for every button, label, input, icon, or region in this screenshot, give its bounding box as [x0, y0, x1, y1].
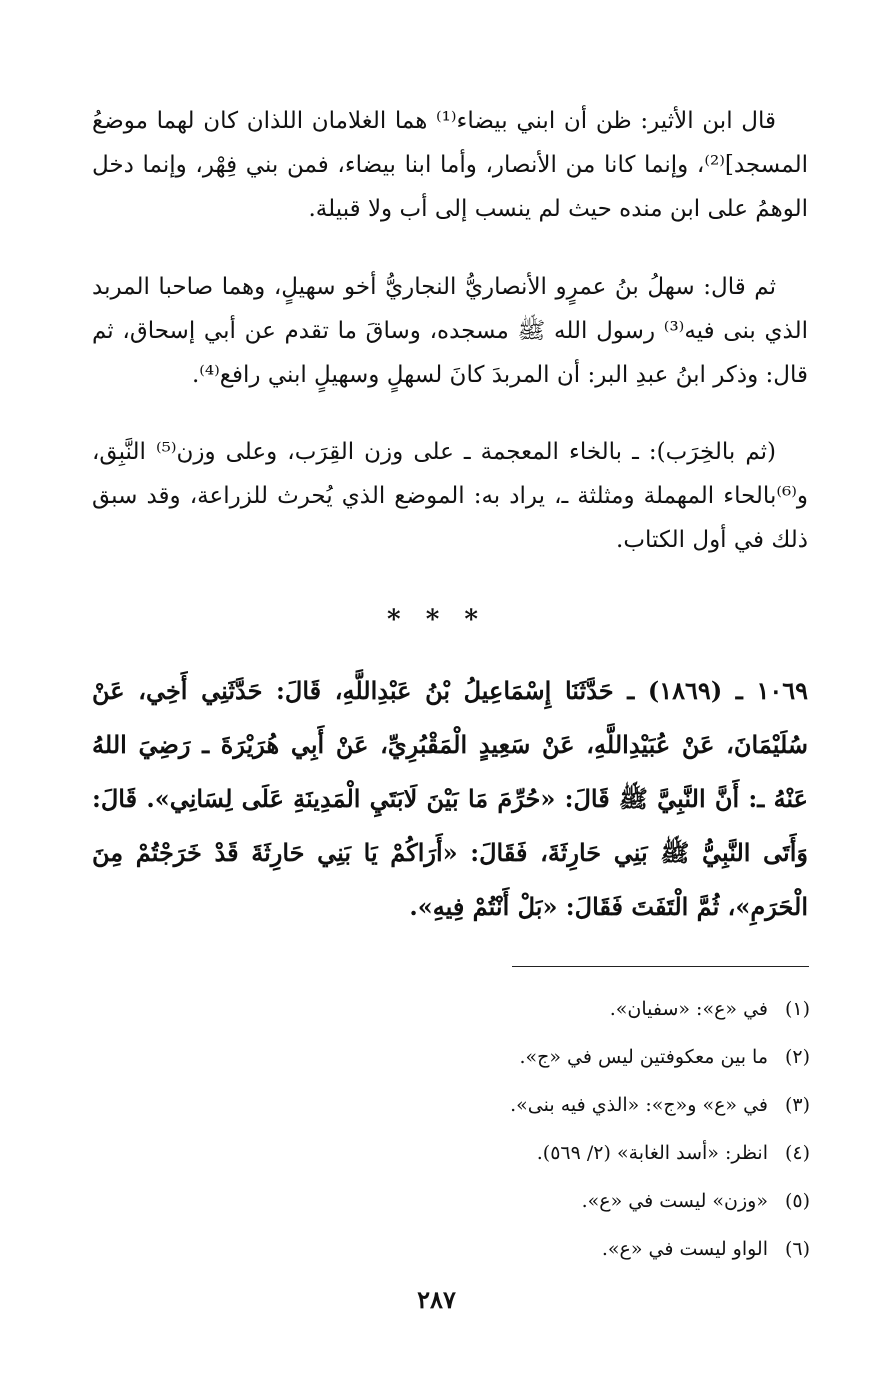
- paragraph-text: قال ابن الأثير: ظن أن ابني بيضاء⁽¹⁾ هما الغلامان اللذان كان لهما موضعُ المسجد]⁽²⁾، وإنما كانا من الأنصار، وأما ابنا بيضاء، فمن بني فِهْر، وإنما دخل الوهمُ على ابن منده حيث لم ينسب إلى أب ولا قبيلة.: [92, 108, 808, 222]
- footnote-item: [200, 1177, 810, 1225]
- footnote-item: [200, 1033, 810, 1081]
- footnote-number: (١): [784, 998, 810, 1020]
- paragraph-text: ثم قال: سهلُ بنُ عمرٍو الأنصاريُّ النجاريُّ أخو سهيلٍ، وهما صاحبا المربد الذي بنى فيه⁽³⁾ رسول الله ﷺ مسجده، وساقَ ما تقدم عن أبي إسحاق، ثم قال: وذكر ابنُ عبدِ البر: أن المربدَ كانَ لسهلٍ وسهيلٍ ابني رافع⁽⁴⁾.: [92, 274, 808, 388]
- footnote-text: في «ع» و«ج»: «الذي فيه بنى».: [510, 1094, 768, 1116]
- page-number: ٢٨٧: [417, 1285, 456, 1314]
- footnote-text: «وزن» ليست في «ع».: [581, 1190, 768, 1212]
- footnotes-list: [200, 985, 810, 1273]
- footnote-text: الواو ليست في «ع».: [601, 1238, 768, 1260]
- body-paragraph-2: [92, 265, 808, 397]
- body-paragraph-1: [92, 99, 808, 231]
- footnote-item: [200, 985, 810, 1033]
- footnote-text: ما بين معكوفتين ليس في «ج».: [519, 1046, 768, 1068]
- footnote-item: [200, 1225, 810, 1273]
- footnote-item: [200, 1129, 810, 1177]
- footnote-text: في «ع»: «سفيان».: [609, 998, 768, 1020]
- body-paragraph-3: [92, 430, 808, 562]
- footnote-number: (٢): [784, 1046, 810, 1068]
- section-separator: * * *: [387, 605, 486, 635]
- footnote-item: [200, 1081, 810, 1129]
- footnote-divider: [512, 966, 809, 967]
- hadith-text: ١٠٦٩ ـ (١٨٦٩) ـ حَدَّثَنَا إِسْمَاعِيلُ بْنُ عَبْدِاللَّهِ، قَالَ: حَدَّثَنِي أَخِي، عَنْ سُلَيْمَانَ، عَنْ عُبَيْدِاللَّهِ، عَنْ سَعِيدٍ الْمَقْبُرِيِّ، عَنْ أَبِي هُرَيْرَةَ ـ رَضِيَ اللهُ عَنْهُ ـ: أَنَّ النَّبِيَّ ﷺ قَالَ: «حُرِّمَ مَا بَيْنَ لَابَتَيِ الْمَدِينَةِ عَلَى لِسَانِي». قَالَ: وَأَتَى النَّبِيُّ ﷺ بَنِي حَارِثَةَ، فَقَالَ: «أَرَاكُمْ يَا بَنِي حَارِثَةَ قَدْ خَرَجْتُمْ مِنَ الْحَرَمِ»، ثُمَّ الْتَفَتَ فَقَالَ: «بَلْ أَنْتُمْ فِيهِ».: [92, 676, 808, 921]
- footnote-text: انظر: «أسد الغابة» (٢/ ٥٦٩).: [536, 1142, 768, 1164]
- footnote-number: (٤): [784, 1142, 810, 1164]
- footnote-number: (٣): [784, 1094, 810, 1116]
- paragraph-text: (ثم بالخِرَب): ـ بالخاء المعجمة ـ على وزن القِرَب، وعلى وزن⁽⁵⁾ النَّبِق، و⁽⁶⁾بالحاء المهملة ومثلثة ـ، يراد به: الموضع الذي يُحرث للزراعة، وقد سبق ذلك في أول الكتاب.: [92, 439, 808, 553]
- hadith-block: [92, 664, 808, 934]
- footnote-number: (٦): [784, 1238, 810, 1260]
- footnote-number: (٥): [784, 1190, 810, 1212]
